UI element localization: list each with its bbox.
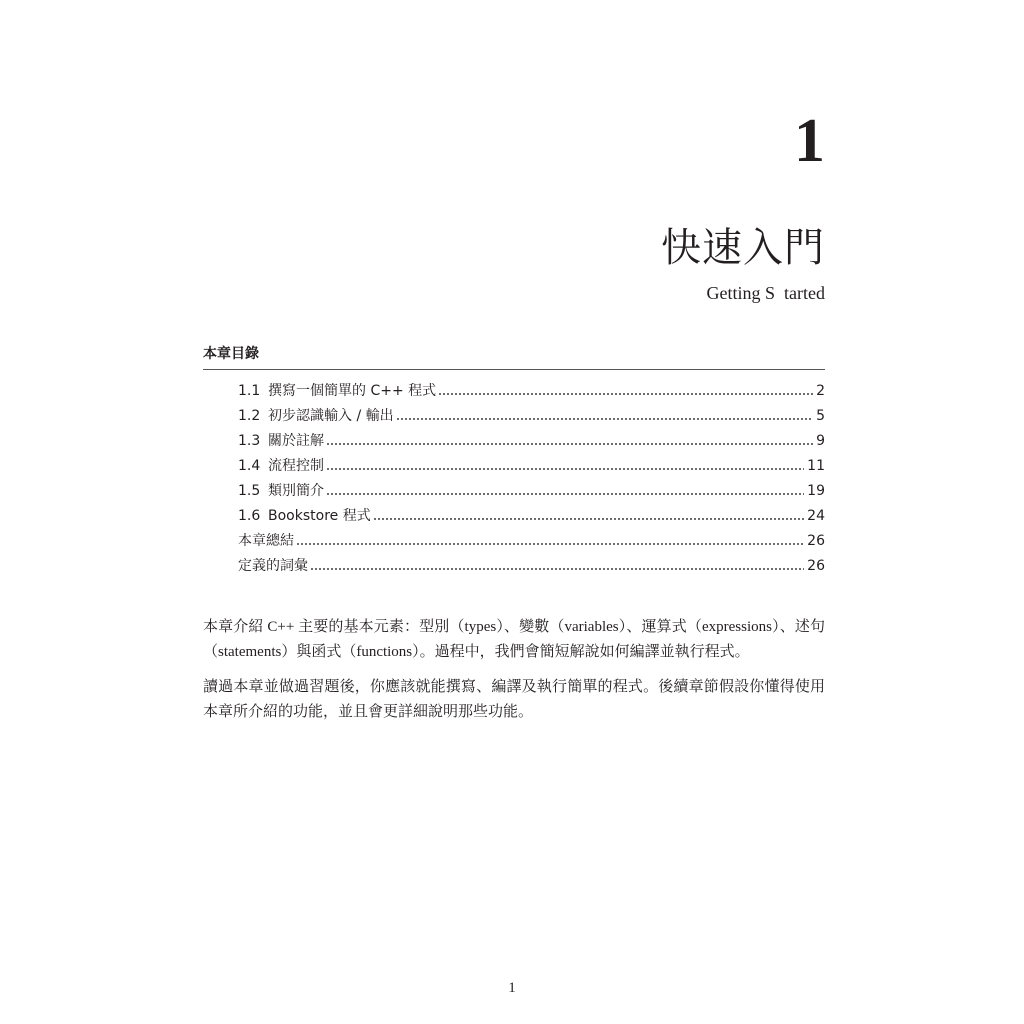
toc-entry-number: 1.4 [238, 458, 261, 474]
toc-heading: 本章目錄 [203, 346, 259, 362]
toc-entry-page: 9 [816, 433, 825, 449]
chapter-number: 1 [794, 107, 825, 175]
toc-entry [238, 554, 825, 579]
toc-entry-title: 類別簡介 [268, 483, 324, 499]
chapter-introduction [203, 615, 825, 735]
toc-dot-leader [327, 443, 813, 445]
toc-entry [238, 429, 825, 454]
toc-entry-title: 撰寫一個簡單的 C++ 程式 [268, 383, 437, 399]
page-number: 1 [508, 980, 516, 996]
toc-entry-title: 關於註解 [268, 433, 324, 449]
toc-entry [238, 504, 825, 529]
toc-entry-page: 5 [816, 408, 825, 424]
toc-entry-page: 26 [807, 558, 825, 574]
toc-entry [238, 404, 825, 429]
toc-entry [238, 479, 825, 504]
toc-entry-page: 11 [807, 458, 825, 474]
chapter-title: 快速入門 [661, 225, 825, 271]
body-paragraph: 讀過本章並做過習題後，你應該就能撰寫、編譯及執行簡單的程式。後續章節假設你懂得使用本章所介紹的功能，並且會更詳細說明那些功能。 [203, 679, 825, 720]
toc-entry-title: 流程控制 [268, 458, 324, 474]
toc-entry-title: Bookstore 程式 [268, 508, 371, 524]
toc-entry-title: 初步認識輸入 / 輸出 [268, 408, 394, 424]
toc-dot-leader [327, 493, 804, 495]
toc-dot-leader [439, 393, 813, 395]
toc-divider [203, 369, 825, 370]
toc-entry-number: 1.3 [238, 433, 261, 449]
toc-entry [238, 379, 825, 404]
toc-dot-leader [297, 543, 804, 545]
toc-entry-title: 本章總結 [238, 533, 294, 549]
toc-entry-page: 26 [807, 533, 825, 549]
toc-dot-leader [327, 468, 804, 470]
toc-entry [238, 529, 825, 554]
toc-entry-page: 2 [816, 383, 825, 399]
toc-entry-number: 1.5 [238, 483, 261, 499]
toc-entry-number: 1.1 [238, 383, 261, 399]
body-paragraph: 本章介紹 C++ 主要的基本元素：型別（types）、變數（variables）、運算式（expressions）、述句（statements）與函式（functions）。過程中，我們會簡短解說如何編譯並執行程式。 [203, 619, 825, 660]
toc-entry-title: 定義的詞彙 [238, 558, 308, 574]
toc-entry-number: 1.2 [238, 408, 261, 424]
table-of-contents [238, 379, 825, 579]
toc-entry-page: 24 [807, 508, 825, 524]
toc-entry [238, 454, 825, 479]
chapter-subtitle: Getting S tarted [706, 283, 825, 303]
toc-dot-leader [374, 518, 804, 520]
toc-entry-number: 1.6 [238, 508, 261, 524]
toc-entry-page: 19 [807, 483, 825, 499]
toc-dot-leader [311, 568, 804, 570]
toc-dot-leader [397, 418, 813, 420]
